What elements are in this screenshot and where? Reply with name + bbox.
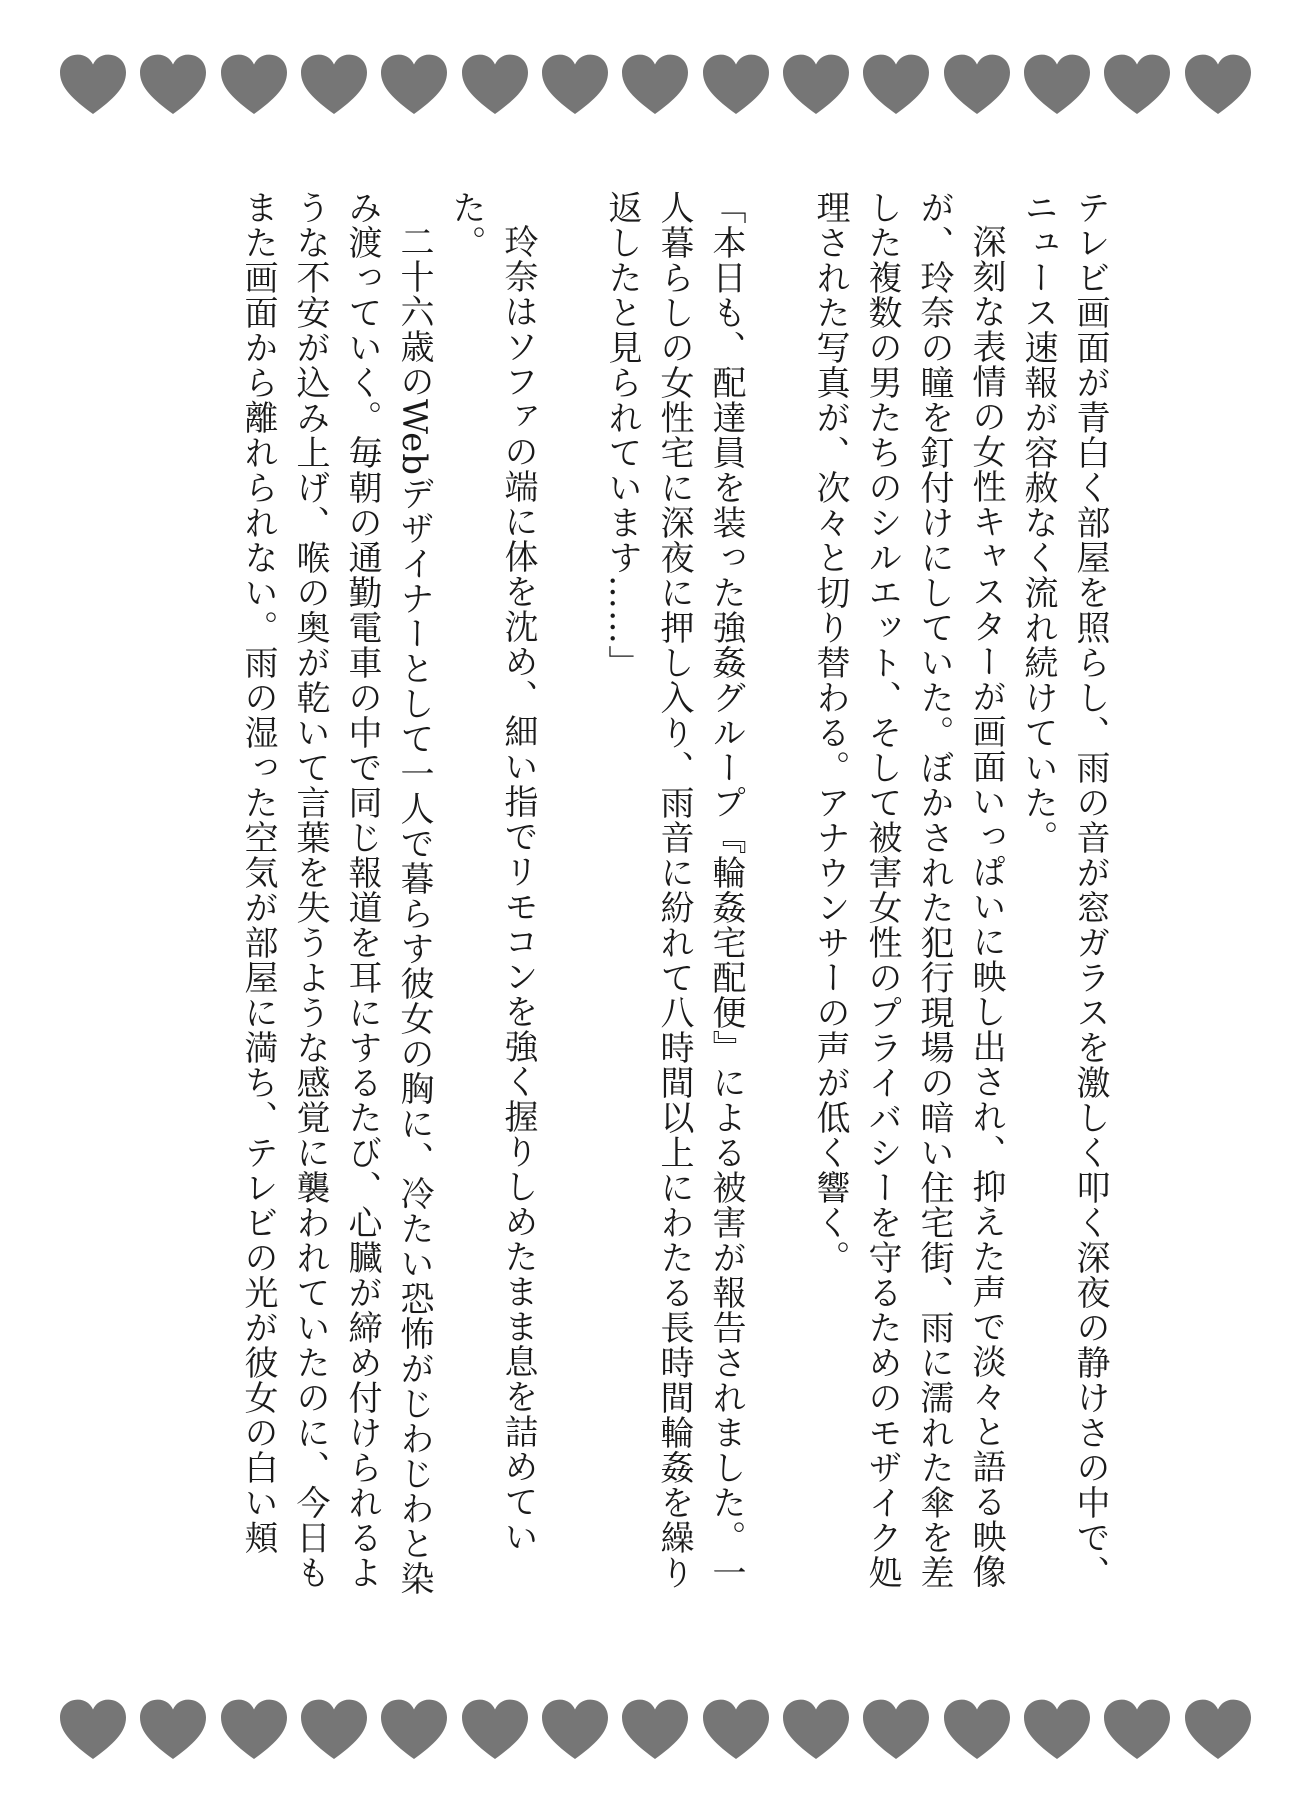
heart-icon xyxy=(783,1699,849,1761)
heart-icon xyxy=(301,1699,367,1761)
heart-icon xyxy=(381,54,447,116)
heart-icon xyxy=(703,1699,769,1761)
heart-icon xyxy=(1185,54,1251,116)
heart-icon xyxy=(542,54,608,116)
heart-icon xyxy=(622,1699,688,1761)
heart-icon xyxy=(221,1699,287,1761)
heart-icon xyxy=(1024,1699,1090,1761)
paragraph: 深刻な表情の女性キャスターが画面いっぱいに映し出され、抑えた声で淡々と語る映像が、玲奈の瞳を釘付けにしていた。ぼかされた犯行現場の暗い住宅街、雨に濡れた傘を差した複数の男たちのシルエット、そして被害女性のプライバシーを守るためのモザイク処理された写真が、次々と切り替わる。アナウンサーの声が低く響く。 xyxy=(810,190,1006,1590)
heart-icon xyxy=(622,54,688,116)
heart-icon xyxy=(1024,54,1090,116)
heart-icon xyxy=(140,1699,206,1761)
heart-icon xyxy=(944,54,1010,116)
heart-icon xyxy=(542,1699,608,1761)
blank-line xyxy=(544,190,596,1610)
heart-icon xyxy=(140,54,206,116)
blank-line xyxy=(752,190,804,1610)
top-heart-border xyxy=(60,45,1251,125)
paragraph: 二十六歳のWebデザイナーとして一人で暮らす彼女の胸に、冷たい恐怖がじわじわと染み渡っていく。毎朝の通勤電車の中で同じ報道を耳にするたび、心臓が締め付けられるような不安が込み上げ、喉の奥が乾いて言葉を失うような感覚に襲われていたのに、今日もまた画面から離れられない。雨の湿った空気が部屋に満ち、テレビの光が彼女の白い頬 xyxy=(238,190,434,1597)
heart-icon xyxy=(301,54,367,116)
heart-icon xyxy=(1104,1699,1170,1761)
heart-icon xyxy=(703,54,769,116)
paragraph: 「本日も、配達員を装った強姦グループ『輪姦宅配便』による被害が報告されました。一人暮らしの女性宅に深夜に押し入り、雨音に紛れて八時間以上にわたる長時間輪姦を繰り返したと見られています……」 xyxy=(602,190,746,1590)
heart-icon xyxy=(1185,1699,1251,1761)
heart-icon xyxy=(863,1699,929,1761)
heart-icon xyxy=(944,1699,1010,1761)
heart-icon xyxy=(60,54,126,116)
paragraph: 玲奈はソファの端に体を沈め、細い指でリモコンを強く握りしめたまま息を詰めていた。 xyxy=(446,190,538,1554)
heart-icon xyxy=(60,1699,126,1761)
heart-icon xyxy=(783,54,849,116)
heart-icon xyxy=(1104,54,1170,116)
bottom-heart-border xyxy=(60,1690,1251,1770)
heart-icon xyxy=(863,54,929,116)
heart-icon xyxy=(221,54,287,116)
heart-icon xyxy=(381,1699,447,1761)
paragraph: テレビ画面が青白く部屋を照らし、雨の音が窓ガラスを激しく叩く深夜の静けさの中で、ニュース速報が容赦なく流れ続けていた。 xyxy=(1018,190,1110,1590)
heart-icon xyxy=(462,54,528,116)
heart-icon xyxy=(462,1699,528,1761)
story-text xyxy=(196,190,1116,1610)
